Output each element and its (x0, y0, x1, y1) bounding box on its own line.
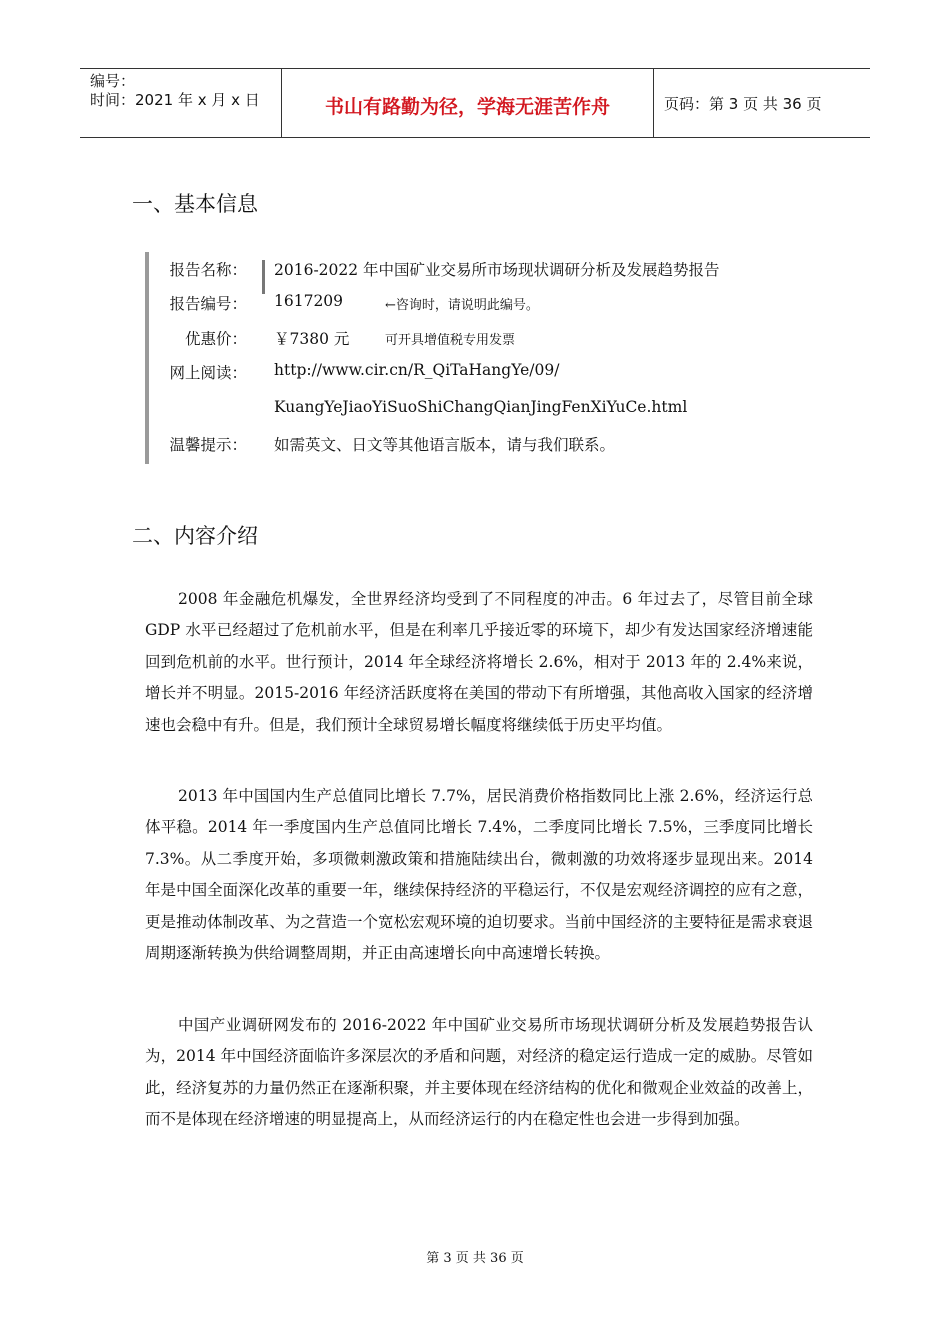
report-number-value: 1617209 (274, 292, 344, 310)
online-reading-link[interactable]: http://www.cir.cn/R_QiTaHangYe/09/ (274, 361, 560, 379)
intro-paragraph: 2008 年金融危机爆发，全世界经济均受到了不同程度的冲击。6 年过去了，尽管目前全球 GDP 水平已经超过了危机前水平，但是在利率几乎接近零的环境下，却少有发达国家经济增速能回到危机前的水平。世行预计，2014 年全球经济将增长 2.6%，相对于 2013 年的 2.4%来说，增长并不明显。2015-2016 年经济活跃度将在美国的带动下有所增强，其他高收入国家的经济增速也会稳中有升。但是，我们预计全球贸易增长幅度将继续低于历史平均值。 (145, 590, 813, 734)
section-title-content-intro: 二、内容介绍 (132, 524, 258, 548)
info-label: 优惠价： (184, 330, 247, 348)
invoice-note: 可开具增值税专用发票 (385, 333, 516, 348)
online-reading-link-cont[interactable]: KuangYeJiaoYiSuoShiChangQianJingFenXiYuCe.html (274, 398, 688, 416)
info-label: 报告编号： (169, 295, 247, 313)
document-date: 时间：2021 年 x 月 x 日 (90, 91, 260, 109)
intro-paragraph: 2013 年中国国内生产总值同比增长 7.7%，居民消费价格指数同比上涨 2.6%，经济运行总体平稳。2014 年一季度国内生产总值同比增长 7.4%，二季度同比增长 7.5%，三季度同比增长 7.3%。从二季度开始，多项微刺激政策和措施陆续出台，微刺激的功效将逐步显现出来。2014 年是中国全面深化改革的重要一年，继续保持经济的平稳运行，不仅是宏观经济调控的应有之意，更是推动体制改革、为之营造一个宽松宏观环境的迫切要求。当前中国经济的主要特征是需求衰退周期逐渐转换为供给调整周期，并正由高速增长向中高速增长转换。 (145, 787, 813, 963)
report-number-note: ←咨询时，请说明此编号。 (385, 298, 539, 313)
price-value: ￥7380 元 (274, 330, 350, 348)
section-title-basic-info: 一、基本信息 (132, 192, 258, 216)
page-footer: 第 3 页 共 36 页 (426, 1251, 524, 1266)
basic-info-block (145, 252, 829, 464)
tip-value: 如需英文、日文等其他语言版本，请与我们联系。 (274, 436, 616, 454)
divider (262, 260, 265, 294)
header-page-number: 页码：第 3 页 共 36 页 (664, 94, 822, 113)
page-header (80, 68, 870, 138)
info-label: 网上阅读： (169, 364, 247, 382)
document-number-label: 编号： (90, 72, 136, 90)
info-label: 温馨提示： (169, 436, 247, 454)
header-meta (80, 69, 282, 137)
report-name-value: 2016-2022 年中国矿业交易所市场现状调研分析及发展趋势报告 (274, 261, 720, 279)
intro-paragraph: 中国产业调研网发布的 2016-2022 年中国矿业交易所市场现状调研分析及发展趋势报告认为，2014 年中国经济面临许多深层次的矛盾和问题，对经济的稳定运行造成一定的威胁。尽管如此，经济复苏的力量仍然正在逐渐积聚，并主要体现在经济结构的优化和微观企业效益的改善上，而不是体现在经济增速的明显提高上，从而经济运行的内在稳定性也会进一步得到加强。 (145, 1016, 813, 1129)
header-motto: 书山有路勤为径，学海无涯苦作舟 (282, 69, 654, 137)
info-label: 报告名称： (169, 261, 247, 279)
